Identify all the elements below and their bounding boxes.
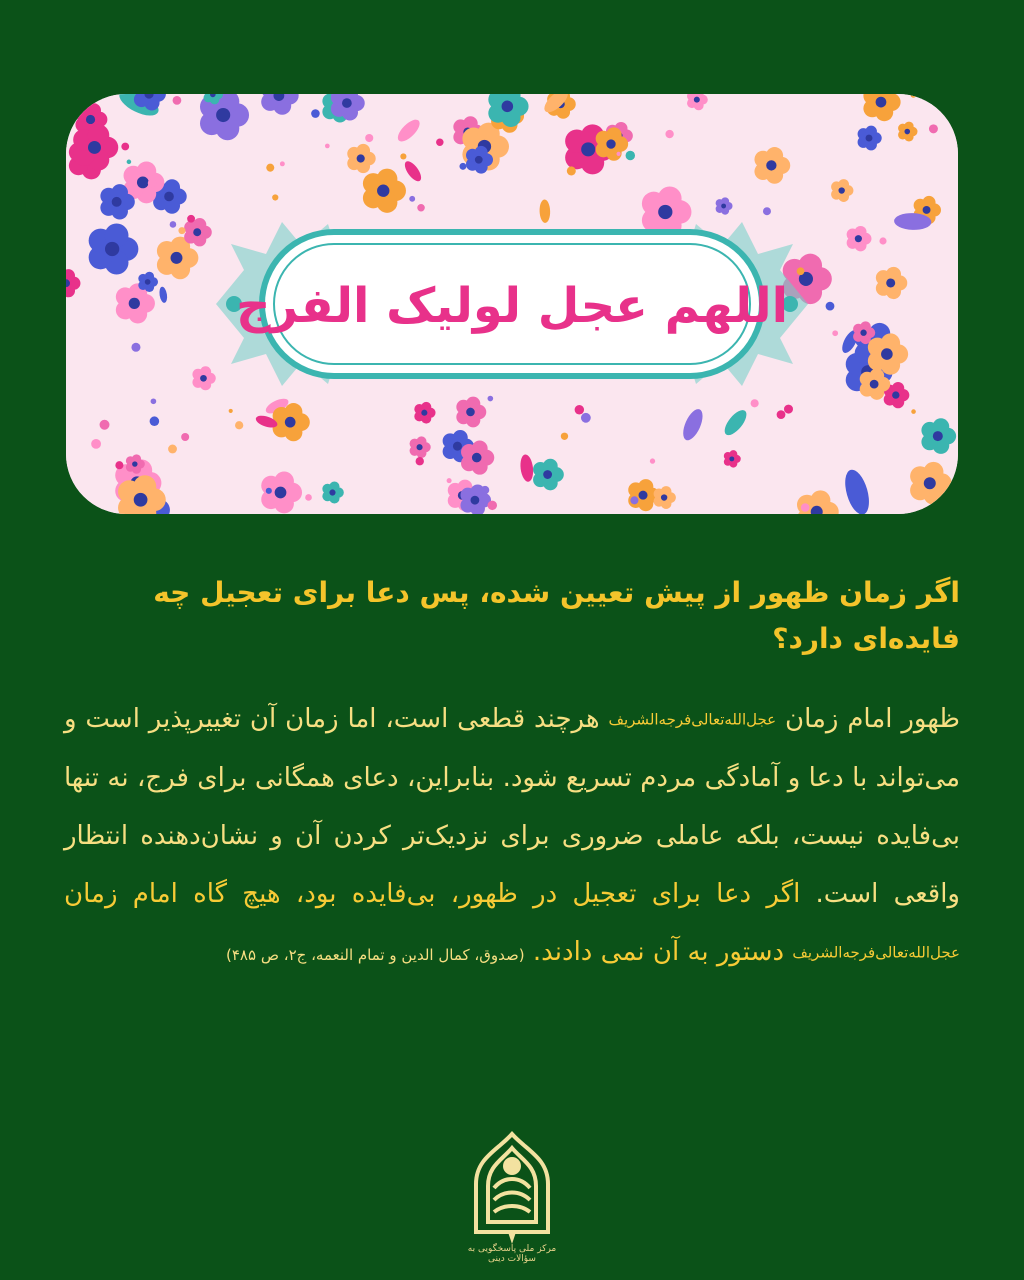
dot-decoration <box>148 179 157 188</box>
dot-decoration <box>91 439 101 449</box>
floral-pattern <box>66 94 958 514</box>
dot-decoration <box>100 420 110 430</box>
dot-decoration <box>229 409 233 413</box>
dot-decoration <box>131 343 140 352</box>
honorific-mark-2: عجل‌الله‌تعالی‌فرجه‌الشریف <box>792 943 960 961</box>
dot-decoration <box>481 486 489 494</box>
dot-decoration <box>911 409 916 414</box>
dot-decoration <box>272 194 278 200</box>
dot-decoration <box>650 458 655 463</box>
dot-decoration <box>567 166 576 175</box>
dot-decoration <box>235 421 243 429</box>
dot-decoration <box>826 302 835 311</box>
dot-decoration <box>581 413 591 423</box>
dot-decoration <box>575 405 584 414</box>
answer-paragraph <box>64 690 960 984</box>
logo-caption: مرکز ملی پاسخگویی به سؤالات دینی <box>467 1244 557 1264</box>
answer-part-4: دستور به آن نمی دادند. <box>532 936 793 967</box>
dot-decoration <box>121 143 129 151</box>
dot-decoration <box>665 130 673 138</box>
dot-decoration <box>168 445 177 454</box>
honorific-mark: عجل‌الله‌تعالی‌فرجه‌الشریف <box>608 710 777 729</box>
dot-decoration <box>447 478 452 483</box>
dot-decoration <box>173 96 182 105</box>
dot-decoration <box>436 139 443 146</box>
dot-decoration <box>617 152 621 156</box>
dot-decoration <box>325 144 330 149</box>
dot-decoration <box>266 164 274 172</box>
dot-decoration <box>151 398 157 404</box>
dot-decoration <box>937 94 942 98</box>
dot-decoration <box>801 503 810 512</box>
dot-decoration <box>115 461 123 469</box>
dot-decoration <box>181 433 189 441</box>
dot-decoration <box>832 330 838 336</box>
answer-part-3: اگر دعا برای تعجیل در ظهور، بی‌فایده بود، هیچ گاه امام زمان <box>64 878 816 909</box>
banner <box>66 94 958 514</box>
dot-decoration <box>417 204 425 212</box>
calligraphy-text: اللهم عجل لولیک الفرج <box>235 278 789 334</box>
dot-decoration <box>280 161 285 166</box>
dot-decoration <box>365 134 373 142</box>
dot-decoration <box>127 160 132 165</box>
dot-decoration <box>763 207 771 215</box>
dot-decoration <box>879 237 886 244</box>
dot-decoration <box>178 227 185 234</box>
dot-decoration <box>626 151 635 160</box>
dot-decoration <box>777 410 786 419</box>
dot-decoration <box>400 153 406 159</box>
dot-decoration <box>459 163 466 170</box>
dot-decoration <box>187 215 195 223</box>
question-heading: اگر زمان ظهور از پیش تعیین شده، پس دعا برای تعجیل چه فایده‌ای دارد؟ <box>153 576 960 655</box>
dot-decoration <box>266 488 272 494</box>
dot-decoration <box>150 416 160 426</box>
dot-decoration <box>561 433 568 440</box>
dot-decoration <box>311 109 320 118</box>
dot-decoration <box>929 124 938 133</box>
institution-logo <box>464 1128 560 1250</box>
dot-decoration <box>935 504 941 510</box>
dot-decoration <box>409 196 415 202</box>
answer-part-2: هرچند قطعی است، اما زمان آن تغییرپذیر است و می‌تواند با دعا و آمادگی مردم تسریع شود. بنابراین، دعای همگانی برای فرج، نه تنها بی‌فایده نیست، بلکه عاملی ضروری برای نزدیک‌تر کردن آن و نشان‌دهنده انتظار واقعی است. <box>64 704 960 909</box>
dot-decoration <box>751 399 759 407</box>
dot-decoration <box>797 267 805 275</box>
dot-decoration <box>416 457 424 465</box>
dot-decoration <box>784 405 793 414</box>
dot-decoration <box>170 221 177 228</box>
dot-decoration <box>488 396 494 402</box>
citation: (صدوق، کمال الدین و تمام النعمه، ج۲، ص ۴۸۵) <box>226 945 525 964</box>
flower-decoration <box>945 94 958 112</box>
answer-part-1: ظهور امام زمان <box>784 704 961 734</box>
dot-decoration <box>305 494 312 501</box>
dot-decoration <box>488 501 497 510</box>
dot-decoration <box>630 496 638 504</box>
